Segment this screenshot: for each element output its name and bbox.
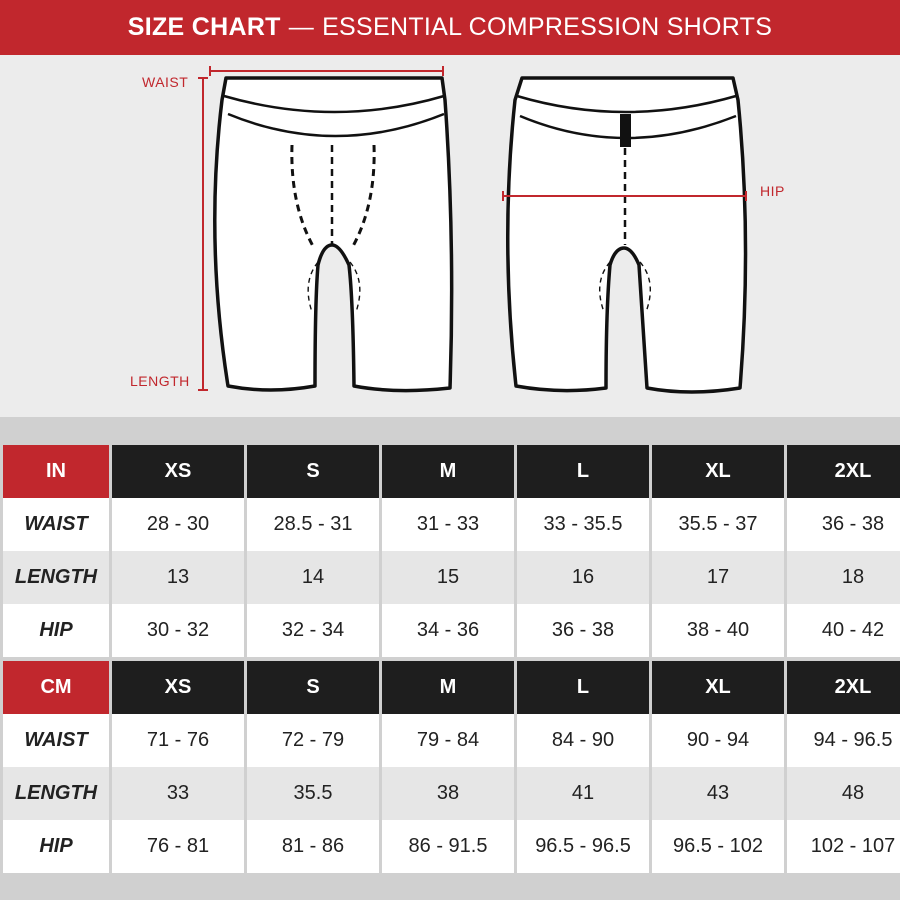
- cm-header-row: [3, 661, 900, 714]
- bottom-band: [0, 873, 900, 900]
- title-rest: ESSENTIAL COMPRESSION SHORTS: [322, 13, 773, 41]
- front-shorts-outline: [215, 78, 452, 391]
- table-cell: 81 - 86: [247, 820, 379, 873]
- size-header: M: [382, 661, 514, 714]
- back-shorts-outline: [508, 78, 746, 392]
- table-cell: 41: [517, 767, 649, 820]
- table-row: [3, 604, 900, 657]
- table-cell: 28.5 - 31: [247, 498, 379, 551]
- unit-label-cm: CM: [3, 661, 109, 714]
- row-label-waist: WAIST: [3, 714, 109, 767]
- table-cell: 31 - 33: [382, 498, 514, 551]
- table-cell: 86 - 91.5: [382, 820, 514, 873]
- table-cell: 16: [517, 551, 649, 604]
- row-label-hip: HIP: [3, 820, 109, 873]
- size-header: L: [517, 661, 649, 714]
- table-cell: 30 - 32: [112, 604, 244, 657]
- garment-illustration: [0, 55, 900, 417]
- table-cell: 28 - 30: [112, 498, 244, 551]
- size-header: 2XL: [787, 445, 900, 498]
- table-cell: 33 - 35.5: [517, 498, 649, 551]
- table-cell: 40 - 42: [787, 604, 900, 657]
- inches-size-table: [0, 445, 900, 657]
- size-header: XS: [112, 445, 244, 498]
- row-label-hip: HIP: [3, 604, 109, 657]
- table-cell: 14: [247, 551, 379, 604]
- table-cell: 36 - 38: [517, 604, 649, 657]
- table-cell: 94 - 96.5: [787, 714, 900, 767]
- table-cell: 35.5: [247, 767, 379, 820]
- table-cell: 96.5 - 96.5: [517, 820, 649, 873]
- table-cell: 32 - 34: [247, 604, 379, 657]
- table-cell: 79 - 84: [382, 714, 514, 767]
- length-label: LENGTH: [130, 373, 190, 389]
- waist-measure-line: [210, 66, 443, 76]
- separator-band: [0, 417, 900, 445]
- table-row: [3, 767, 900, 820]
- title-bold: SIZE CHART: [127, 13, 281, 41]
- table-cell: 102 - 107: [787, 820, 900, 873]
- table-row: [3, 820, 900, 873]
- table-cell: 43: [652, 767, 784, 820]
- size-header: XS: [112, 661, 244, 714]
- table-cell: 71 - 76: [112, 714, 244, 767]
- length-measure-line: [198, 78, 208, 390]
- table-cell: 35.5 - 37: [652, 498, 784, 551]
- table-cell: 17: [652, 551, 784, 604]
- table-cell: 38: [382, 767, 514, 820]
- size-header: L: [517, 445, 649, 498]
- size-header: XL: [652, 445, 784, 498]
- table-row: [3, 714, 900, 767]
- inches-header-row: [3, 445, 900, 498]
- table-cell: 18: [787, 551, 900, 604]
- table-cell: 15: [382, 551, 514, 604]
- size-header: S: [247, 445, 379, 498]
- table-cell: 13: [112, 551, 244, 604]
- shorts-diagram: [0, 55, 900, 417]
- table-cell: 34 - 36: [382, 604, 514, 657]
- row-label-length: LENGTH: [3, 767, 109, 820]
- unit-label-in: IN: [3, 445, 109, 498]
- size-header: S: [247, 661, 379, 714]
- table-cell: 72 - 79: [247, 714, 379, 767]
- centimeters-size-table: [0, 661, 900, 873]
- row-label-length: LENGTH: [3, 551, 109, 604]
- size-chart-title: [0, 0, 900, 55]
- title-separator: —: [288, 13, 315, 41]
- table-cell: 33: [112, 767, 244, 820]
- table-cell: 84 - 90: [517, 714, 649, 767]
- waist-label: WAIST: [142, 74, 189, 90]
- table-row: [3, 551, 900, 604]
- table-cell: 76 - 81: [112, 820, 244, 873]
- table-row: [3, 498, 900, 551]
- size-header: 2XL: [787, 661, 900, 714]
- hip-label: HIP: [760, 183, 785, 199]
- row-label-waist: WAIST: [3, 498, 109, 551]
- table-cell: 38 - 40: [652, 604, 784, 657]
- size-header: XL: [652, 661, 784, 714]
- table-cell: 48: [787, 767, 900, 820]
- table-cell: 36 - 38: [787, 498, 900, 551]
- size-header: M: [382, 445, 514, 498]
- table-cell: 90 - 94: [652, 714, 784, 767]
- table-cell: 96.5 - 102: [652, 820, 784, 873]
